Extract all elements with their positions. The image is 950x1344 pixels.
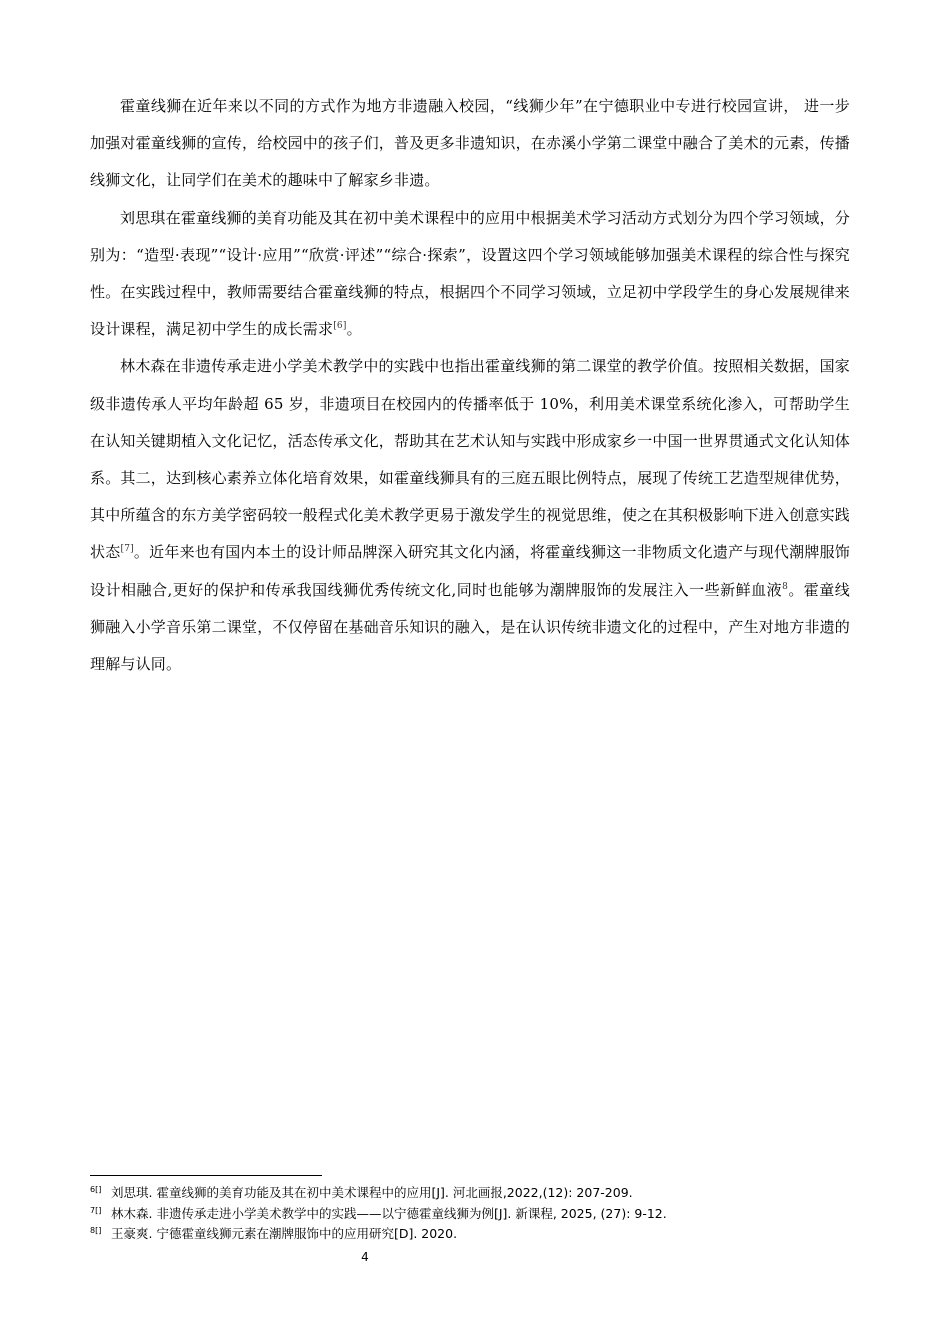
citation-ref-6: [6] [333, 321, 347, 332]
paragraph-3 [90, 348, 850, 683]
paragraph-2 [90, 200, 850, 349]
body-text [90, 88, 850, 683]
citation-ref-7: [7] [120, 544, 134, 555]
paragraph-3-text-a: 林木森在非遗传承走进小学美术教学中的实践中也指出霍童线狮的第二课堂的教学价值。按照相关数据，国家级非遗传承人平均年龄超 65 岁，非遗项目在校园内的传播率低于 10%，利用美术课堂系统化渗入，可帮助学生在认知关键期植入文化记忆，活态传承文化，帮助其在艺术认知与实践中形成家乡一中国一世界贯通式文化认知体系。其二，达到核心素养立体化培育效果，如霍童线狮具有的三庭五眼比例特点，展现了传统工艺造型规律优势，其中所蕴含的东方美学密码较一般程式化美术教学更易于激发学生的视觉思维，使之在其积极影响下进入创意实践状态 [90, 357, 851, 562]
footnote-7-mark: 7[] [90, 1205, 102, 1215]
footnote-6-mark: 6[] [90, 1185, 102, 1194]
footnote-6 [90, 1183, 860, 1204]
paragraph-3-text-c: 。霍童线狮融入小学音乐第二课堂，不仅停留在基础音乐知识的融入，是在认识传统非遗文化的过程中，产生对地方非遗的理解与认同。 [90, 580, 851, 674]
paragraph-1 [90, 88, 850, 200]
footnote-7-text: 林木森. 非遗传承走进小学美术教学中的实践——以宁德霍童线狮为例[J]. 新课程, 2025, (27): 9-12. [111, 1205, 667, 1221]
footnotes [90, 1183, 860, 1245]
footnote-8 [90, 1224, 860, 1245]
paragraph-1-text: 霍童线狮在近年来以不同的方式作为地方非遗融入校园，“线狮少年”在宁德职业中专进行校园宣讲， 进一步加强对霍童线狮的宣传，给校园中的孩子们，普及更多非遗知识，在赤溪小学第二课堂中融合了美术的元素，传播线狮文化，让同学们在美术的趣味中了解家乡非遗。 [90, 97, 851, 190]
footnote-6-text: 刘思琪. 霍童线狮的美育功能及其在初中美术课程中的应用[J]. 河北画报,2022,(12): 207-209. [111, 1185, 633, 1200]
citation-ref-8: 8 [782, 581, 789, 592]
paragraph-3-text-b: 。近年来也有国内本土的设计师品牌深入研究其文化内涵，将霍童线狮这一非物质文化遗产与现代潮牌服饰设计相融合,更好的保护和传承我国线狮优秀传统文化,同时也能够为潮牌服饰的发展注入一些新鲜血液 [90, 543, 851, 599]
footnote-8-mark: 8[] [90, 1226, 102, 1235]
footnote-8-text: 王豪爽. 宁德霍童线狮元素在潮牌服饰中的应用研究[D]. 2020. [111, 1226, 458, 1241]
page-number: 4 [361, 1250, 369, 1264]
footnote-separator [90, 1175, 322, 1176]
footnote-7 [90, 1204, 860, 1225]
paragraph-2-end: 。 [346, 320, 362, 339]
paragraph-2-text: 刘思琪在霍童线狮的美育功能及其在初中美术课程中的应用中根据美术学习活动方式划分为四个学习领域，分别为：“造型·表现”“设计·应用”“欣赏·评述”“综合·探索”，设置这四个学习领域能够加强美术课程的综合性与探究性。在实践过程中，教师需要结合霍童线狮的特点，根据四个不同学习领域，立足初中学段学生的身心发展规律来设计课程，满足初中学生的成长需求 [90, 208, 851, 339]
